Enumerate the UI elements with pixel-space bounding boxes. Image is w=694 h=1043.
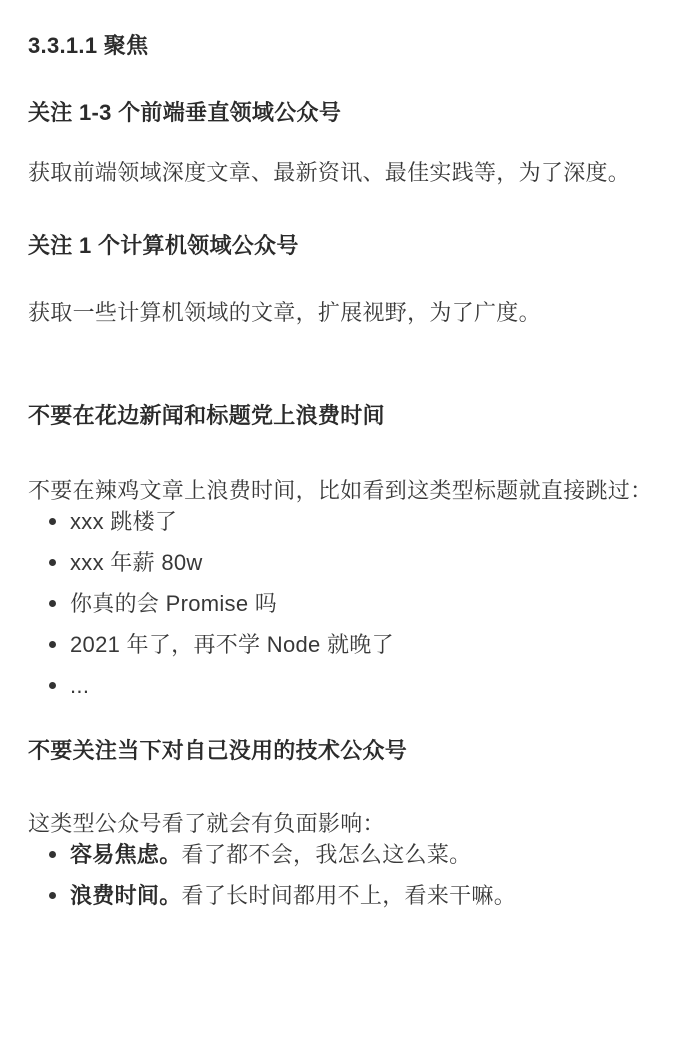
list-item: ... [70, 670, 674, 701]
effect-desc: 看了都不会，我怎么这么菜。 [181, 842, 472, 867]
paragraph-negative-intro: 这类型公众号看了就会有负面影响： [28, 811, 385, 836]
list-item [70, 880, 674, 911]
effect-desc: 看了长时间都用不上，看来干嘛。 [181, 883, 517, 908]
list-item: 你真的会 Promise 吗 [70, 588, 674, 619]
heading-avoid-clickbait: 不要在花边新闻和标题党上浪费时间 [28, 403, 385, 428]
clickbait-titles-list [28, 506, 674, 701]
section-number-heading: 3.3.1.1 聚焦 [28, 33, 149, 58]
list-item: xxx 年薪 80w [70, 547, 674, 578]
paragraph-clickbait-intro: 不要在辣鸡文章上浪费时间，比如看到这类型标题就直接跳过： [28, 478, 653, 503]
paragraph-cs-benefit: 获取一些计算机领域的文章，扩展视野，为了广度。 [28, 300, 541, 325]
list-item [70, 839, 674, 870]
negative-effects-list [28, 839, 674, 911]
heading-follow-cs-account: 关注 1 个计算机领域公众号 [28, 233, 299, 258]
list-item: 2021 年了，再不学 Node 就晚了 [70, 629, 674, 660]
heading-avoid-useless-accounts: 不要关注当下对自己没用的技术公众号 [28, 738, 408, 763]
effect-term: 容易焦虑。 [70, 842, 182, 867]
heading-follow-frontend-accounts: 关注 1-3 个前端垂直领域公众号 [28, 100, 342, 125]
list-item: xxx 跳楼了 [70, 506, 674, 537]
paragraph-frontend-benefit: 获取前端领域深度文章、最新资讯、最佳实践等，为了深度。 [28, 160, 631, 185]
effect-term: 浪费时间。 [70, 883, 182, 908]
